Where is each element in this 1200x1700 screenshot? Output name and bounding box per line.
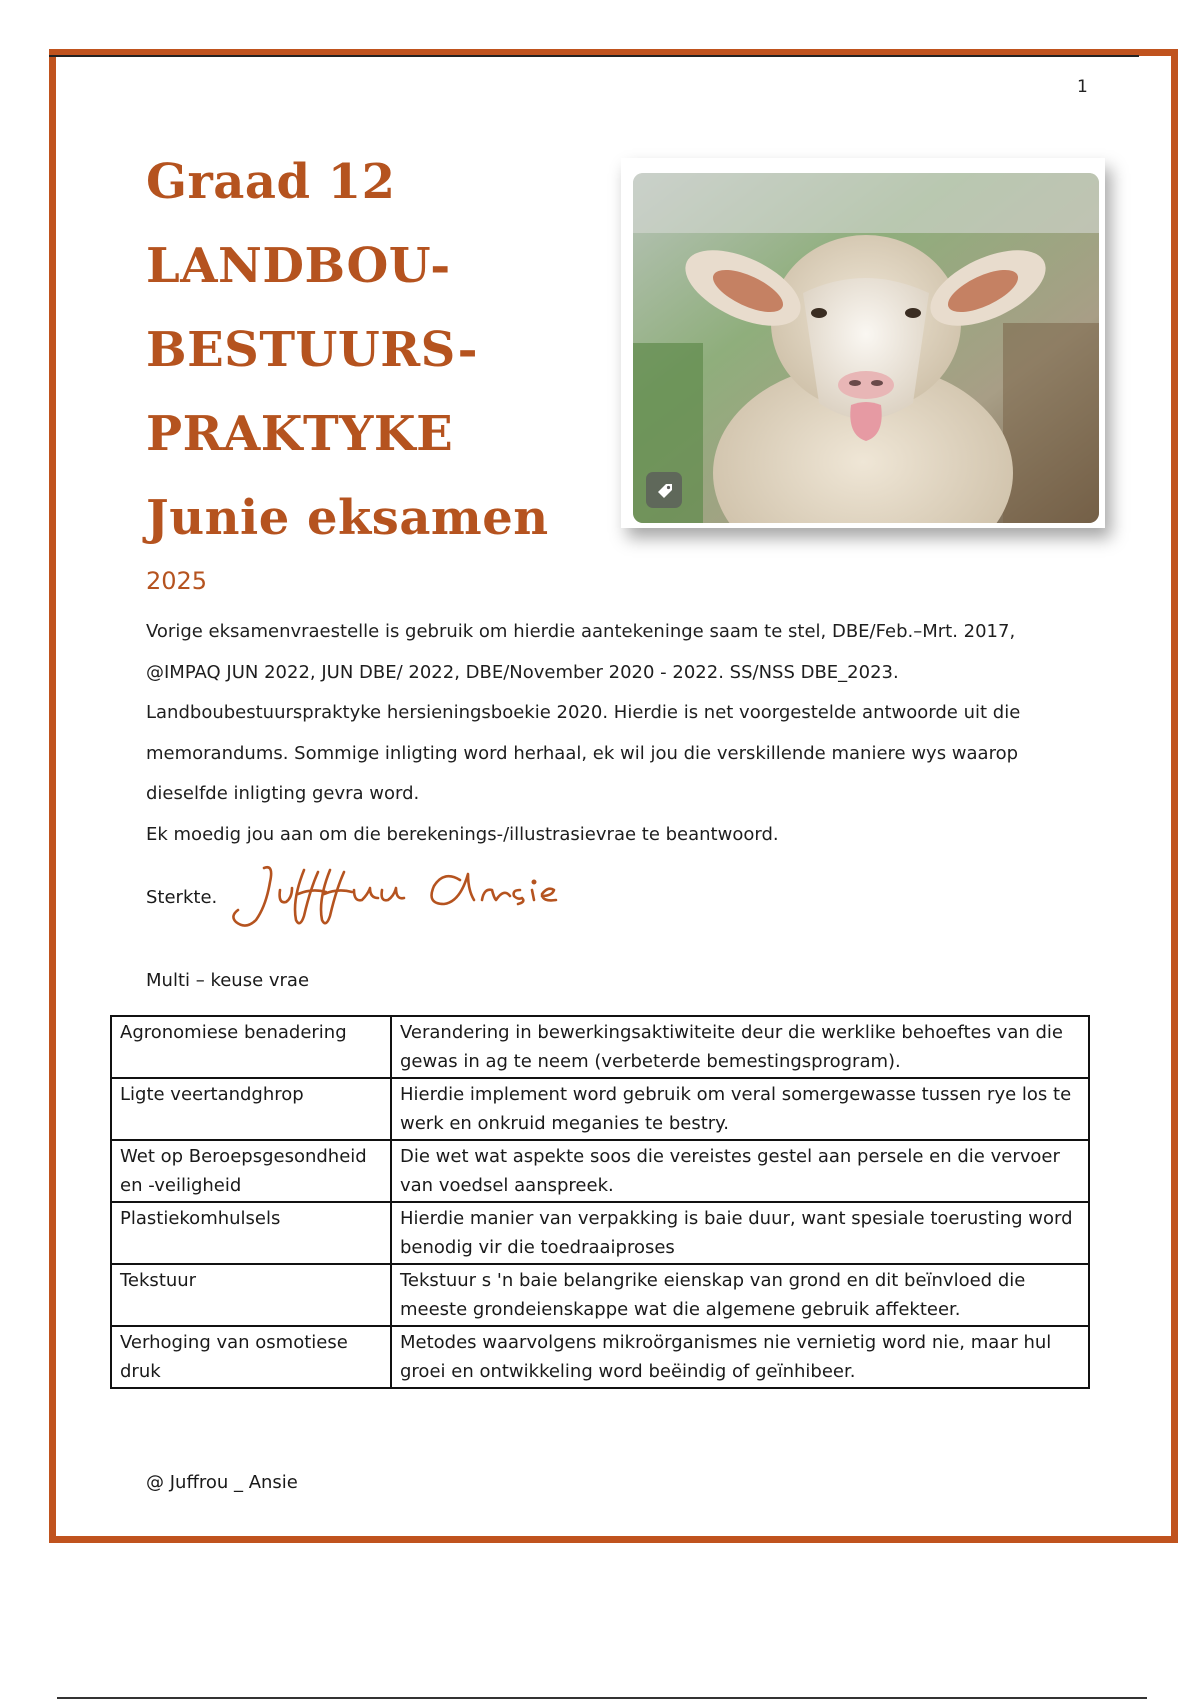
definition-cell: Hierdie implement word gebruik om veral somergewasse tussen rye los te werk en onkruid meganies te bestry. (391, 1078, 1089, 1140)
definition-cell: Verandering in bewerkingsaktiwiteite deur die werklike behoeftes van die gewas in ag te neem (verbeterde bemestingsprogram). (391, 1016, 1089, 1078)
terms-table (110, 1015, 1090, 1389)
tag-icon[interactable] (646, 472, 682, 508)
signoff-text: Sterkte. (146, 887, 218, 908)
term-cell: Agronomiese benadering (111, 1016, 391, 1078)
handwritten-signature (222, 860, 602, 930)
sheep-image (633, 173, 1099, 523)
table-row (111, 1140, 1089, 1202)
page-number: 1 (1077, 77, 1088, 97)
title-line-3: PRAKTYKE (146, 406, 454, 462)
table-row (111, 1264, 1089, 1326)
title-line-grade: Graad 12 (146, 154, 396, 210)
intro-text (146, 612, 1086, 855)
term-cell: Ligte veertandghrop (111, 1078, 391, 1140)
definition-cell: Hierdie manier van verpakking is baie duur, want spesiale toerusting word benodig vir die toedraaiproses (391, 1202, 1089, 1264)
title-line-1: LANDBOU- (146, 238, 451, 294)
term-cell: Verhoging van osmotiese druk (111, 1326, 391, 1388)
table-row (111, 1326, 1089, 1388)
term-cell: Tekstuur (111, 1264, 391, 1326)
exam-year: 2025 (146, 567, 208, 595)
definition-cell: Tekstuur s 'n baie belangrike eienskap van grond en dit beïnvloed die meeste grondeienskappe wat die algemene gebruik affekteer. (391, 1264, 1089, 1326)
footer-credit: @ Juffrou _ Ansie (146, 1472, 298, 1493)
document-title (146, 140, 549, 560)
page-bottom-rule (57, 1697, 1147, 1699)
definition-cell: Metodes waarvolgens mikroörganismes nie vernietig word nie, maar hul groei en ontwikkeling word beëindig of geïnhibeer. (391, 1326, 1089, 1388)
term-cell: Wet op Beroepsgesondheid en -veiligheid (111, 1140, 391, 1202)
signoff (146, 860, 606, 930)
sheep-photo (621, 158, 1105, 528)
title-line-exam: Junie eksamen (146, 490, 549, 546)
multiple-choice-heading: Multi – keuse vrae (146, 970, 310, 991)
title-line-2: BESTUURS- (146, 322, 478, 378)
table-row (111, 1016, 1089, 1078)
header-rule (49, 55, 1139, 57)
term-cell: Plastiekomhulsels (111, 1202, 391, 1264)
intro-paragraph: Vorige eksamenvraestelle is gebruik om hierdie aantekeninge saam te stel, DBE/Feb.–Mrt. 2017, @IMPAQ JUN 2022, JUN DBE/ 2022, DBE/November 2020 - 2022. SS/NSS DBE_2023. Landboubestuurspraktyke hersieningsboekie 2020. Hierdie is net voorgestelde antwoorde uit die memorandums. Sommige inligting word herhaal, ek wil jou die verskillende maniere wys waarop dieselfde inligting gevra word. (146, 621, 1021, 804)
table-row (111, 1078, 1089, 1140)
definition-cell: Die wet wat aspekte soos die vereistes gestel aan persele en die vervoer van voedsel aanspreek. (391, 1140, 1089, 1202)
table-row (111, 1202, 1089, 1264)
intro-encouragement: Ek moedig jou aan om die berekenings-/illustrasievrae te beantwoord. (146, 823, 779, 845)
tag-glyph-icon (646, 472, 682, 508)
